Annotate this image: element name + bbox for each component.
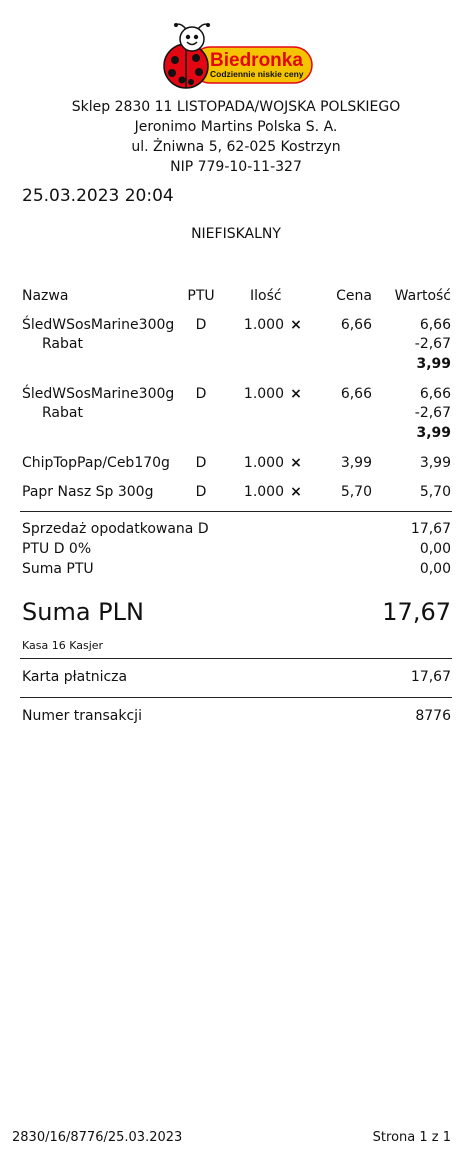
document-type: NIEFISKALNY xyxy=(191,226,281,242)
transaction-label: Numer transakcji xyxy=(22,708,142,724)
header-name: Nazwa xyxy=(22,288,69,304)
multiply-sign: × xyxy=(290,317,302,333)
payment-value: 17,67 xyxy=(410,669,451,685)
discount-label: Rabat xyxy=(42,336,83,352)
logo-brand: Biedronka xyxy=(210,50,303,71)
item-price: 5,70 xyxy=(340,484,372,500)
item-ptu: D xyxy=(195,484,207,500)
cashier-info: Kasa 16 Kasjer xyxy=(22,639,104,652)
item-value: 5,70 xyxy=(419,484,451,500)
transaction-number: 8776 xyxy=(415,708,451,724)
receipt-datetime: 25.03.2023 20:04 xyxy=(22,186,174,206)
header-ptu: PTU xyxy=(187,288,215,304)
divider xyxy=(20,697,452,698)
item-ptu: D xyxy=(195,455,207,471)
item-name: ŚledWSosMarine300g xyxy=(22,386,175,402)
item-value: 3,99 xyxy=(419,455,451,471)
item-qty: 1.000 xyxy=(243,386,284,402)
biedronka-logo xyxy=(158,22,314,90)
item-name: Papr Nasz Sp 300g xyxy=(22,484,154,500)
header-value: Wartość xyxy=(394,288,451,304)
tax-id: NIP 779-10-11-327 xyxy=(170,159,302,175)
discount-label: Rabat xyxy=(42,405,83,421)
receipt-reference: 2830/16/8776/25.03.2023 xyxy=(12,1130,183,1145)
discount-value: -2,67 xyxy=(414,405,451,421)
logo-tagline: Codziennie niskie ceny xyxy=(210,69,304,79)
item-value: 6,66 xyxy=(419,317,451,333)
divider xyxy=(20,658,452,659)
item-qty: 1.000 xyxy=(243,455,284,471)
company-name: Jeronimo Martins Polska S. A. xyxy=(134,119,338,135)
item-after-discount: 3,99 xyxy=(416,425,451,441)
taxed-sales-label: Sprzedaż opodatkowana D xyxy=(22,521,209,537)
item-name: ŚledWSosMarine300g xyxy=(22,317,175,333)
page-indicator: Strona 1 z 1 xyxy=(372,1130,451,1145)
item-price: 3,99 xyxy=(340,455,372,471)
total-value: 17,67 xyxy=(382,598,451,626)
payment-label: Karta płatnicza xyxy=(22,669,128,685)
item-ptu: D xyxy=(195,386,207,402)
ptu-rate-value: 0,00 xyxy=(419,541,451,557)
ptu-sum-label: Suma PTU xyxy=(22,561,94,577)
header-price: Cena xyxy=(336,288,372,304)
discount-value: -2,67 xyxy=(414,336,451,352)
multiply-sign: × xyxy=(290,455,302,471)
item-value: 6,66 xyxy=(419,386,451,402)
multiply-sign: × xyxy=(290,386,302,402)
item-qty: 1.000 xyxy=(243,317,284,333)
item-ptu: D xyxy=(195,317,207,333)
item-price: 6,66 xyxy=(340,317,372,333)
divider xyxy=(20,511,452,512)
multiply-sign: × xyxy=(290,484,302,500)
store-address: ul. Żniwna 5, 62-025 Kostrzyn xyxy=(131,139,341,155)
item-after-discount: 3,99 xyxy=(416,356,451,372)
item-price: 6,66 xyxy=(340,386,372,402)
header-qty: Ilość xyxy=(250,288,282,304)
item-name: ChipTopPap/Ceb170g xyxy=(22,455,170,471)
ptu-rate-label: PTU D 0% xyxy=(22,541,92,557)
total-label: Suma PLN xyxy=(22,598,144,626)
ptu-sum-value: 0,00 xyxy=(419,561,451,577)
item-qty: 1.000 xyxy=(243,484,284,500)
store-line: Sklep 2830 11 LISTOPADA/WOJSKA POLSKIEGO xyxy=(71,99,401,115)
taxed-sales-value: 17,67 xyxy=(410,521,451,537)
